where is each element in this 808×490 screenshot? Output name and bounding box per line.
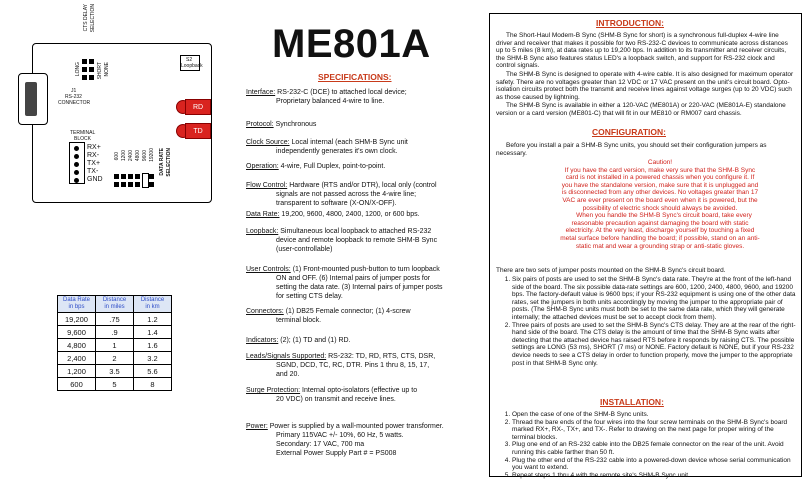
distance-table-header [58, 296, 172, 313]
installation-heading: INSTALLATION: [600, 397, 664, 407]
data-rate-option-9600: 9600 [142, 150, 148, 162]
list-item: 1. Six pairs of posts are used to set the SHM-B Sync's data rate. They're at the front of the left-hand side of the board. The six possible data-rate settings are 600, 1200, 2400, 4800, 9600, and 19200 bps. The factory-default value is 9600 bps; if your RS-232 equipment is using one of the other data rates, set the jumpers in both units accordingly by moving the jumper to the appropriate pair of posts. (The SHM-B Sync units must both be set to the same data rate, which they will generate internally; the attached devices must be set to accept clock from them). [512, 276, 796, 322]
spec-key: Power: [246, 423, 268, 430]
terminal-screw-rxn [74, 154, 79, 159]
spec-value: Proprietary balanced 4-wire to line. [276, 98, 385, 105]
caution-paragraph-2: When you handle the SHM-B Sync's circuit board, take every reasonable precaution against damaging the board with static electricity. At the very least, discharge yourself by touching a fixed metal surface before handling the board; if possible, stand on an anti-static mat and wear a grounding strap or anti-static gloves. [560, 212, 760, 250]
spec-value: RS-232: TD, RD, RTS, CTS, DSR, [328, 353, 436, 360]
spec-key: Protocol: [246, 121, 274, 128]
spec-value: and 20. [276, 371, 300, 378]
spec-value: Power is supplied by a wall-mounted power transformer. [269, 423, 444, 430]
delay-pin-short-b [89, 67, 94, 72]
list-item: 5. Repeat steps 1 thru 4 with the remote site's SHM-B Sync unit. [512, 472, 796, 480]
terminal-screw-txn [74, 170, 79, 175]
spec-value: Hardware (RTS and/or DTR), local only (control [289, 182, 437, 189]
spec-item [246, 138, 474, 156]
spec-key: Operation: [246, 163, 279, 170]
spec-value: External Power Supply Part # = PS008 [276, 450, 397, 457]
spec-value: Local internal (each SHM-B Sync unit [291, 139, 408, 146]
terminal-label-rxp: RX+ [87, 144, 101, 151]
delay-option-short: SHORT [97, 62, 103, 80]
configuration-list [512, 276, 796, 367]
spec-key: Leads/Signals Supported: [246, 353, 327, 360]
spec-value: transparent to software (X-ON/X-OFF). [276, 200, 397, 207]
spec-key: Flow Control: [246, 182, 288, 189]
table-row: 600 5 8 [58, 378, 172, 391]
data-rate-option-19200: 19200 [149, 148, 155, 162]
db25-connector [18, 73, 48, 125]
spec-key: Surge Protection: [246, 387, 301, 394]
spec-value: (2); (1) TD and (1) RD. [280, 337, 351, 344]
spec-value: signals are not passed across the 4-wire line; [276, 191, 417, 198]
delay-pin-none-a [82, 75, 87, 80]
configuration-heading: CONFIGURATION: [592, 127, 666, 137]
header-data-rate: Data Rate in bps [58, 296, 96, 313]
spec-value: Internal opto-isolators (effective up to [302, 387, 418, 394]
connector-label-3: CONNECTOR [58, 100, 91, 106]
header-distance-miles: Distance in miles [96, 296, 134, 313]
spec-value: Primary 115VAC +/- 10%, 60 Hz, 5 watts. [276, 432, 404, 439]
specifications-heading: SPECIFICATIONS: [318, 72, 392, 82]
rd-led-label: RD [185, 99, 211, 115]
spec-item [246, 181, 474, 208]
connector-label-1: J1 [71, 88, 77, 94]
connector-label-2: RS-232 [65, 94, 82, 100]
spec-item [246, 307, 474, 325]
spec-item [246, 162, 474, 171]
data-rate-label-2: SELECTION [166, 148, 172, 177]
spec-key: User Controls: [246, 266, 291, 273]
delay-pin-long-b [89, 59, 94, 64]
data-rate-label-1: DATA RATE [159, 148, 165, 176]
caution-paragraph-1: If you have the card version, make very sure that the SHM-B Sync card is not installed in a powered chassis when you configure it. If you have the standalone version, make sure that it is unplugged and is disconnected from any other devices. No voltages greater than 17 VAC are ever present on the board even when it is powered, but the possibility of electric shock should always be avoided. [561, 166, 759, 212]
terminal-block-label-2: BLOCK [74, 136, 91, 142]
spec-item [246, 352, 474, 379]
table-row: 4,800 1 1.6 [58, 339, 172, 352]
cts-delay-label-1: CTS DELAY [83, 4, 89, 32]
terminal-label-gnd: GND [87, 176, 103, 183]
terminal-screw-rxp [74, 146, 79, 151]
delay-pin-long-a [82, 59, 87, 64]
delay-pin-short-a [82, 67, 87, 72]
spec-value: 20 VDC) on transmit and receive lines. [276, 396, 396, 403]
spec-value: Simultaneous local loopback to attached RS-232 [280, 228, 432, 235]
spec-item [246, 386, 474, 404]
spec-item [246, 210, 474, 219]
introduction-paragraph-2: The SHM-B Sync is designed to operate with 4-wire cable. It is also designed for maximum operator safety. There are no voltages greater than 12 VDC or 17 VAC present on the unit's circuit board. Opto-isolation circuits protect both the transmit and receive lines against voltage surges (up to 20 VDC) such as those caused by lightning. [496, 71, 794, 101]
distance-table [57, 295, 172, 391]
td-led-label: TD [185, 123, 211, 139]
introduction-paragraph-3: The SHM-B Sync is available in either a 120-VAC (ME801A) or 220-VAC (ME801A-E) standalone version or a card version (ME801-C) that will fit in our ME810 or RM007 card chassis. [496, 102, 786, 117]
terminal-screw-txp [74, 162, 79, 167]
caution-title: Caution! [647, 159, 673, 166]
header-distance-km: Distance in km [134, 296, 172, 313]
spec-key: Indicators: [246, 337, 279, 344]
caution-box [560, 159, 760, 250]
spec-value: (1) Front-mounted push-button to turn loopback [292, 266, 440, 273]
spec-value: (user-controllable) [276, 246, 333, 253]
info-panel [489, 13, 802, 477]
table-row: 2,400 2 3.2 [58, 352, 172, 365]
delay-option-long: LONG [75, 62, 81, 77]
terminal-label-rxn: RX- [87, 152, 100, 159]
spec-value: SGND, DCD, TC, RC, DTR. Pins 1 thru 8, 15, 17, [276, 362, 430, 369]
configuration-paragraph-2: There are two sets of jumper posts mounted on the SHM-B Sync's circuit board. [496, 267, 726, 274]
table-row: 9,600 .9 1.4 [58, 326, 172, 339]
spec-key: Data Rate: [246, 211, 280, 218]
table-row: 19,200 .75 1.2 [58, 313, 172, 326]
spec-value: ON and OFF. (6) Internal pairs of jumper posts for [276, 275, 431, 282]
spec-value: for setting CTS delay. [276, 293, 343, 300]
table-row: 1,200 3.5 5.6 [58, 365, 172, 378]
list-item: 1. Open the case of one of the SHM-B Sync units. [512, 411, 796, 419]
spec-item [246, 422, 474, 458]
list-item: 3. Plug one end of an RS-232 cable into the DB25 female connector on the rear of the unit. Avoid running this cable farther than 50 ft. [512, 441, 796, 456]
delay-option-none: NONE [104, 62, 110, 77]
spec-key: Clock Source: [246, 139, 290, 146]
spec-item [246, 120, 474, 129]
data-rate-option-1200: 1200 [121, 150, 127, 162]
introduction-heading: INTRODUCTION: [596, 18, 664, 28]
spec-value: terminal block. [276, 317, 322, 324]
terminal-label-txn: TX- [87, 168, 99, 175]
spec-value: (1) DB25 Female connector; (1) 4-screw [285, 308, 411, 315]
page-title: ME801A [272, 22, 431, 66]
spec-key: Loopback: [246, 228, 279, 235]
spec-item [246, 88, 474, 106]
introduction-paragraph-1: The Short-Haul Modem-B Sync (SHM-B Sync for short) is a synchronous full-duplex 4-wire line driver and receiver that makes it possible for two RS-232-C devices to communicate across distances up to 5 miles (8 km), at data rates up to 19,200 bps. In addition to its transmitter and receiver circuits, the SHM-B Sync also features status LED's a loopback switch, and support for RS-232 clock and control signals. [496, 32, 788, 70]
spec-value: Synchronous [275, 121, 317, 128]
data-rate-option-2400: 2400 [128, 150, 134, 162]
delay-pin-none-b [89, 75, 94, 80]
loopback-label-2: Loopback [181, 63, 203, 69]
terminal-block-label-1: TERMINAL [70, 130, 96, 136]
spec-value: device and remote loopback to remote SHM-B Sync [276, 237, 438, 244]
spec-value: independently generates it's own clock. [276, 148, 398, 155]
terminal-screw-gnd [74, 178, 79, 183]
installation-list [512, 411, 796, 479]
list-item: 2. Three pairs of posts are used to set the SHM-B Sync's CTS delay. They are at the rear of the right-hand side of the board. The CTS delay is the amount of time that the SHM-B Sync waits after detecting that the attached device has raised RTS before it responds by raising CTS. The possible settings are LONG (53 ms), SHORT (7 ms) or NONE. Factory default is NONE, but if your RS-232 device needs to see a CTS delay in order to function properly, move the jumper to the appropriate post in that SHM-B Sync only. [512, 322, 796, 368]
loopback-label-1: S2 [186, 57, 193, 63]
spec-key: Connectors: [246, 308, 284, 315]
data-rate-jumper [142, 173, 149, 188]
list-item: 4. Plug the other end of the RS-232 cable into a powered-down device whose serial communication you want to extend. [512, 457, 796, 472]
cts-delay-label-2: SELECTION [90, 4, 96, 33]
list-item: 2. Thread the bare ends of the four wires into the four screw terminals on the SHM-B Sync's board marked RX+, RX-, TX+, and TX-. Refer to drawing on the next page for proper wiring of the terminal blocks. [512, 419, 796, 442]
spec-value: setting the data rate. (3) Internal pairs of jumper posts [276, 284, 443, 291]
configuration-paragraph-1: Before you install a pair a SHM-B Sync units, you should set their configuration jumpers as necessary. [496, 142, 767, 157]
terminal-label-txp: TX+ [87, 160, 101, 167]
spec-item [246, 227, 474, 254]
spec-value: Secondary: 17 VAC, 700 ma [276, 441, 365, 448]
data-rate-option-600: 600 [114, 152, 120, 161]
data-rate-option-4800: 4800 [135, 150, 141, 162]
spec-value: RS-232-C (DCE) to attached local device; [277, 89, 407, 96]
spec-item [246, 265, 474, 301]
spec-item [246, 336, 474, 345]
spec-value: 19,200, 9600, 4800, 2400, 1200, or 600 bps. [281, 211, 420, 218]
spec-value: 4-wire, Full Duplex, point-to-point. [280, 163, 386, 170]
spec-key: Interface: [246, 89, 276, 96]
